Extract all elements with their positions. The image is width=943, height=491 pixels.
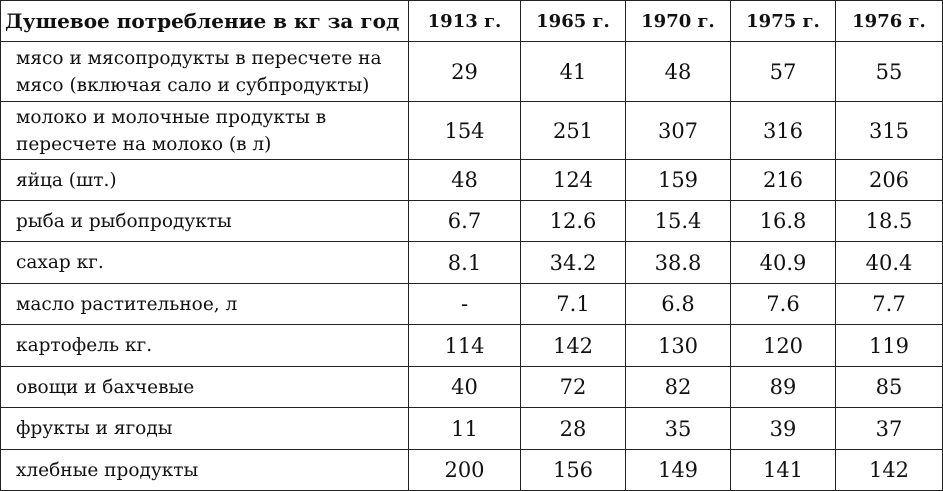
cell-meat-1913: 29 xyxy=(409,42,521,102)
cell-fruits-1965: 28 xyxy=(521,408,626,450)
cell-sugar-1913: 8.1 xyxy=(409,242,521,284)
year-header-1976: 1976 г. xyxy=(836,0,943,42)
row-label-line: мясо (включая сало и субпродукты) xyxy=(16,74,370,96)
row-label-line: фрукты и ягоды xyxy=(16,418,173,439)
row-label-line: овощи и бахчевые xyxy=(16,376,195,398)
cell-vegetables-1913: 40 xyxy=(409,367,521,408)
row-label-vegetable-oil xyxy=(0,284,409,325)
row-label-line: хлебные продукты xyxy=(16,459,199,481)
year-header-1913: 1913 г. xyxy=(409,0,521,42)
row-label-fish xyxy=(0,201,409,242)
cell-bread-1970: 149 xyxy=(626,450,731,491)
cell-potatoes-1970: 130 xyxy=(626,325,731,367)
cell-fruits-1970: 35 xyxy=(626,408,731,450)
row-label-potatoes xyxy=(0,325,409,367)
cell-fruits-1913: 11 xyxy=(409,408,521,450)
cell-sugar-1975: 40.9 xyxy=(731,242,836,284)
year-header-1970: 1970 г. xyxy=(626,0,731,42)
cell-vegetables-1975: 89 xyxy=(731,367,836,408)
cell-sugar-1965: 34.2 xyxy=(521,242,626,284)
cell-vegetables-1965: 72 xyxy=(521,367,626,408)
cell-milk-1975: 316 xyxy=(731,102,836,160)
cell-potatoes-1913: 114 xyxy=(409,325,521,367)
cell-sugar-1976: 40.4 xyxy=(836,242,943,284)
cell-eggs-1975: 216 xyxy=(731,160,836,201)
row-label-line: яйца (шт.) xyxy=(16,169,117,191)
cell-bread-1965: 156 xyxy=(521,450,626,491)
cell-fish-1913: 6.7 xyxy=(409,201,521,242)
cell-meat-1975: 57 xyxy=(731,42,836,102)
row-label-line: масло растительное, л xyxy=(16,293,238,315)
cell-potatoes-1975: 120 xyxy=(731,325,836,367)
cell-vegetable-oil-1913: - xyxy=(409,284,521,325)
row-label-fruits xyxy=(0,408,409,450)
row-label-bread xyxy=(0,450,409,491)
cell-milk-1913: 154 xyxy=(409,102,521,160)
cell-vegetable-oil-1976: 7.7 xyxy=(836,284,943,325)
cell-fruits-1975: 39 xyxy=(731,408,836,450)
row-label-line: рыба и рыбопродукты xyxy=(16,210,232,232)
cell-fruits-1976: 37 xyxy=(836,408,943,450)
cell-meat-1970: 48 xyxy=(626,42,731,102)
row-label-vegetables xyxy=(0,367,409,408)
row-label-line: молоко и молочные продукты в xyxy=(16,106,327,128)
cell-milk-1970: 307 xyxy=(626,102,731,160)
cell-meat-1965: 41 xyxy=(521,42,626,102)
cell-bread-1975: 141 xyxy=(731,450,836,491)
row-label-line: мясо и мясопродукты в пересчете на xyxy=(16,47,382,69)
cell-eggs-1965: 124 xyxy=(521,160,626,201)
row-label-line: пересчете на молоко (в л) xyxy=(16,133,272,155)
cell-fish-1965: 12.6 xyxy=(521,201,626,242)
cell-milk-1976: 315 xyxy=(836,102,943,160)
cell-fish-1975: 16.8 xyxy=(731,201,836,242)
row-label-milk xyxy=(0,102,409,160)
cell-eggs-1970: 159 xyxy=(626,160,731,201)
cell-vegetable-oil-1970: 6.8 xyxy=(626,284,731,325)
header-label: Душевое потребление в кг за год xyxy=(0,0,409,42)
cell-sugar-1970: 38.8 xyxy=(626,242,731,284)
year-header-1965: 1965 г. xyxy=(521,0,626,42)
row-label-line: картофель кг. xyxy=(16,335,153,356)
cell-potatoes-1965: 142 xyxy=(521,325,626,367)
row-label-line: сахар кг. xyxy=(16,252,104,273)
cell-bread-1913: 200 xyxy=(409,450,521,491)
cell-vegetable-oil-1965: 7.1 xyxy=(521,284,626,325)
cell-eggs-1976: 206 xyxy=(836,160,943,201)
row-label-meat xyxy=(0,42,409,102)
cell-potatoes-1976: 119 xyxy=(836,325,943,367)
cell-eggs-1913: 48 xyxy=(409,160,521,201)
row-label-sugar xyxy=(0,242,409,284)
year-header-1975: 1975 г. xyxy=(731,0,836,42)
cell-vegetables-1976: 85 xyxy=(836,367,943,408)
cell-fish-1976: 18.5 xyxy=(836,201,943,242)
cell-vegetable-oil-1975: 7.6 xyxy=(731,284,836,325)
row-label-eggs xyxy=(0,160,409,201)
cell-bread-1976: 142 xyxy=(836,450,943,491)
cell-vegetables-1970: 82 xyxy=(626,367,731,408)
cell-milk-1965: 251 xyxy=(521,102,626,160)
cell-fish-1970: 15.4 xyxy=(626,201,731,242)
cell-meat-1976: 55 xyxy=(836,42,943,102)
